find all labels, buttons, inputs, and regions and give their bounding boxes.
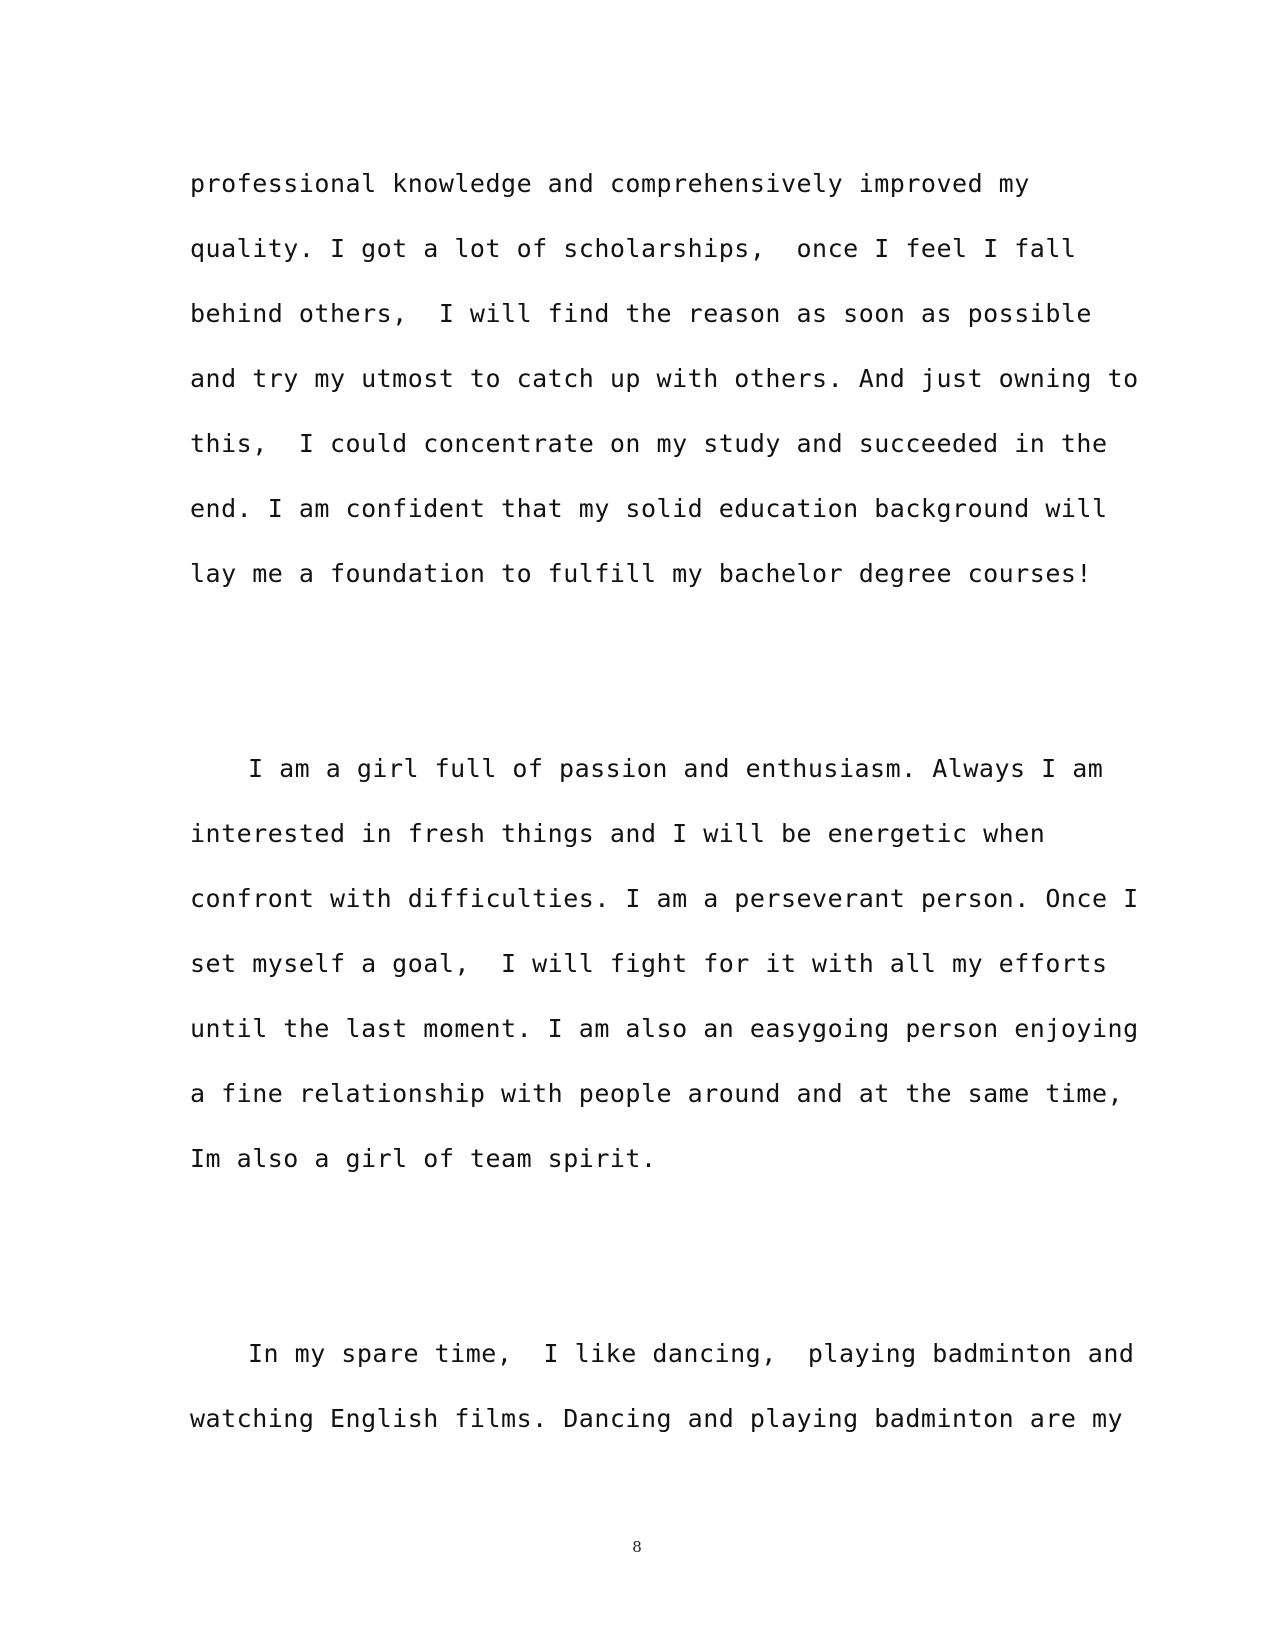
paragraph-1-line-2: quality. I got a lot of scholarships, once I feel I fall <box>190 234 1077 263</box>
page-number: 8 <box>632 1538 642 1556</box>
paragraph-1-line-3: behind others, I will find the reason as soon as possible <box>190 299 1092 328</box>
paragraph-1-line-5: this, I could concentrate on my study and succeeded in the <box>190 429 1108 458</box>
paragraph-2-line-4: set myself a goal, I will fight for it with all my efforts <box>190 949 1108 978</box>
paragraph-1-line-6: end. I am confident that my solid education background will <box>190 494 1108 523</box>
paragraph-2-line-2: interested in fresh things and I will be energetic when <box>190 819 1046 848</box>
paragraph-2-line-6: a fine relationship with people around and at the same time, <box>190 1079 1124 1108</box>
paragraph-2-line-3: confront with difficulties. I am a perseverant person. Once I <box>190 884 1139 913</box>
paragraph-2-line-7: Im also a girl of team spirit. <box>190 1144 657 1173</box>
paragraph-3-line-2: watching English films. Dancing and playing badminton are my <box>190 1404 1124 1433</box>
paragraph-2-line-1: I am a girl full of passion and enthusiasm. Always I am <box>248 754 1104 783</box>
paragraph-2-line-5: until the last moment. I am also an easygoing person enjoying <box>190 1014 1139 1043</box>
paragraph-1-line-1: professional knowledge and comprehensively improved my <box>190 169 1030 198</box>
paragraph-1-line-4: and try my utmost to catch up with others. And just owning to <box>190 364 1139 393</box>
paragraph-3-line-1: In my spare time, I like dancing, playing badminton and <box>248 1339 1135 1368</box>
paragraph-1-line-7: lay me a foundation to fulfill my bachelor degree courses! <box>190 559 1092 588</box>
